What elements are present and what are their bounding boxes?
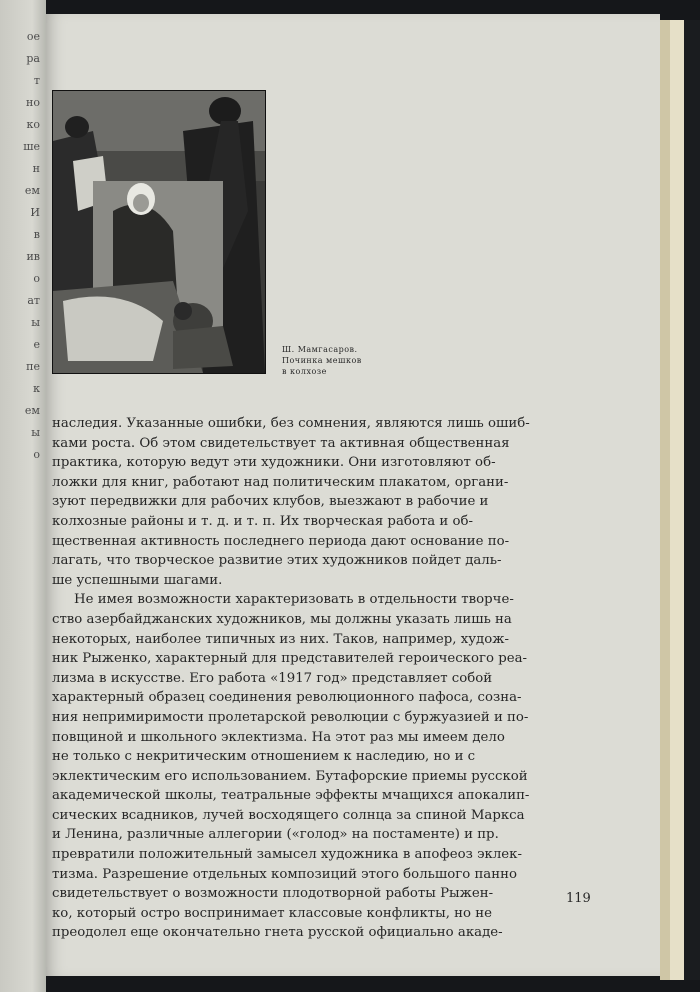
text-line: сических всадников, лучей восходящего солнца за спиной Маркса [52, 807, 525, 823]
left-facing-page-edge [0, 0, 46, 992]
text-line: и Ленина, различные аллегории («голод» на постаменте) и пр. [52, 827, 499, 843]
illustration-caption [282, 344, 412, 377]
left-page-text-fragment: о [33, 448, 40, 461]
left-page-text-fragment: ем [24, 404, 40, 417]
text-line: свидетельствует о возможности плодотворной работы Рыжен- [52, 886, 494, 902]
painting-illustration [52, 90, 266, 374]
left-page-text-fragment: ко [26, 118, 40, 131]
text-line: повщиной и школьного эклектизма. На этот раз мы имеем дело [52, 729, 505, 745]
body-text [52, 414, 596, 943]
text-line: ко, который остро воспринимает классовые конфликты, но не [52, 905, 492, 921]
left-page-text-fragment: в [33, 228, 40, 241]
page-stack-edge [660, 20, 670, 980]
left-page-text-fragment: ы [31, 316, 40, 329]
page-number: 119 [566, 891, 591, 906]
text-line: колхозные районы и т. д. и т. п. Их творческая работа и об- [52, 513, 473, 529]
painting-image [53, 91, 265, 373]
left-page-text-fragment: пе [26, 360, 40, 373]
text-line: практика, которую ведут эти художники. Они изготовляют об- [52, 455, 496, 471]
text-line: ложки для книг, работают над политическим плакатом, органи- [52, 474, 509, 490]
book-page [46, 14, 660, 976]
text-line: ше успешными шагами. [52, 572, 223, 588]
text-line: зуют передвижки для рабочих клубов, выезжают в рабочие и [52, 494, 489, 510]
left-page-text-fragment: к [33, 382, 40, 395]
left-page-text-fragment: т [33, 74, 40, 87]
left-page-text-fragment: ив [26, 250, 40, 263]
background-strip [684, 20, 700, 980]
page-stack-edge-light [670, 20, 684, 980]
text-line: академической школы, театральные эффекты мчащихся апокалип- [52, 788, 530, 804]
text-line: некоторых, наиболее типичных из них. Таков, например, худож- [52, 631, 509, 647]
caption-title-line-1: Починка мешков [282, 356, 362, 365]
text-line: наследия. Указанные ошибки, без сомнения, являются лишь ошиб- [52, 416, 530, 431]
text-line: ками роста. Об этом свидетельствует та активная общественная [52, 435, 510, 451]
text-line: преодолел еще окончательно гнета русской официально акаде- [52, 925, 503, 941]
text-line: ство азербайджанских художников, мы должны указать лишь на [52, 611, 512, 627]
left-page-text-fragment: н [32, 162, 40, 175]
text-line: не только с некритическим отношением к наследию, но и с [52, 749, 476, 765]
text-line: щественная активность последнего периода дают основание по- [52, 533, 510, 549]
left-page-text-fragment: о [33, 272, 40, 285]
left-page-text-fragment: И [30, 206, 40, 219]
caption-title-line-2: в колхозе [282, 367, 327, 376]
caption-author: Ш. Мамгасаров. [282, 345, 358, 354]
text-line: ния непримиримости пролетарской революции с буржуазией и по- [52, 709, 529, 725]
left-page-text-fragment: ше [23, 140, 40, 153]
text-line: тизма. Разрешение отдельных композиций этого большого панно [52, 866, 517, 882]
left-page-text-fragment: ат [27, 294, 40, 307]
left-page-text-fragment: ое [26, 30, 40, 43]
text-line: эклектическим его использованием. Бутафорские приемы русской [52, 768, 528, 784]
text-line: Не имея возможности характеризовать в отдельности творче- [74, 592, 514, 608]
left-page-text-fragment: ра [26, 52, 40, 65]
text-line: превратили положительный замысел художника в апофеоз эклек- [52, 847, 522, 863]
text-line: лагать, что творческое развитие этих художников пойдет даль- [52, 553, 502, 569]
text-line: ник Рыженко, характерный для представителей героического реа- [52, 651, 527, 667]
left-page-text-fragment: е [33, 338, 40, 351]
text-line: лизма в искусстве. Его работа «1917 год» представляет собой [52, 670, 493, 686]
left-page-text-fragment: но [26, 96, 40, 109]
left-page-text-fragment: ем [24, 184, 40, 197]
text-line: характерный образец соединения революционного пафоса, созна- [52, 690, 522, 706]
left-page-text-fragment: ы [31, 426, 40, 439]
